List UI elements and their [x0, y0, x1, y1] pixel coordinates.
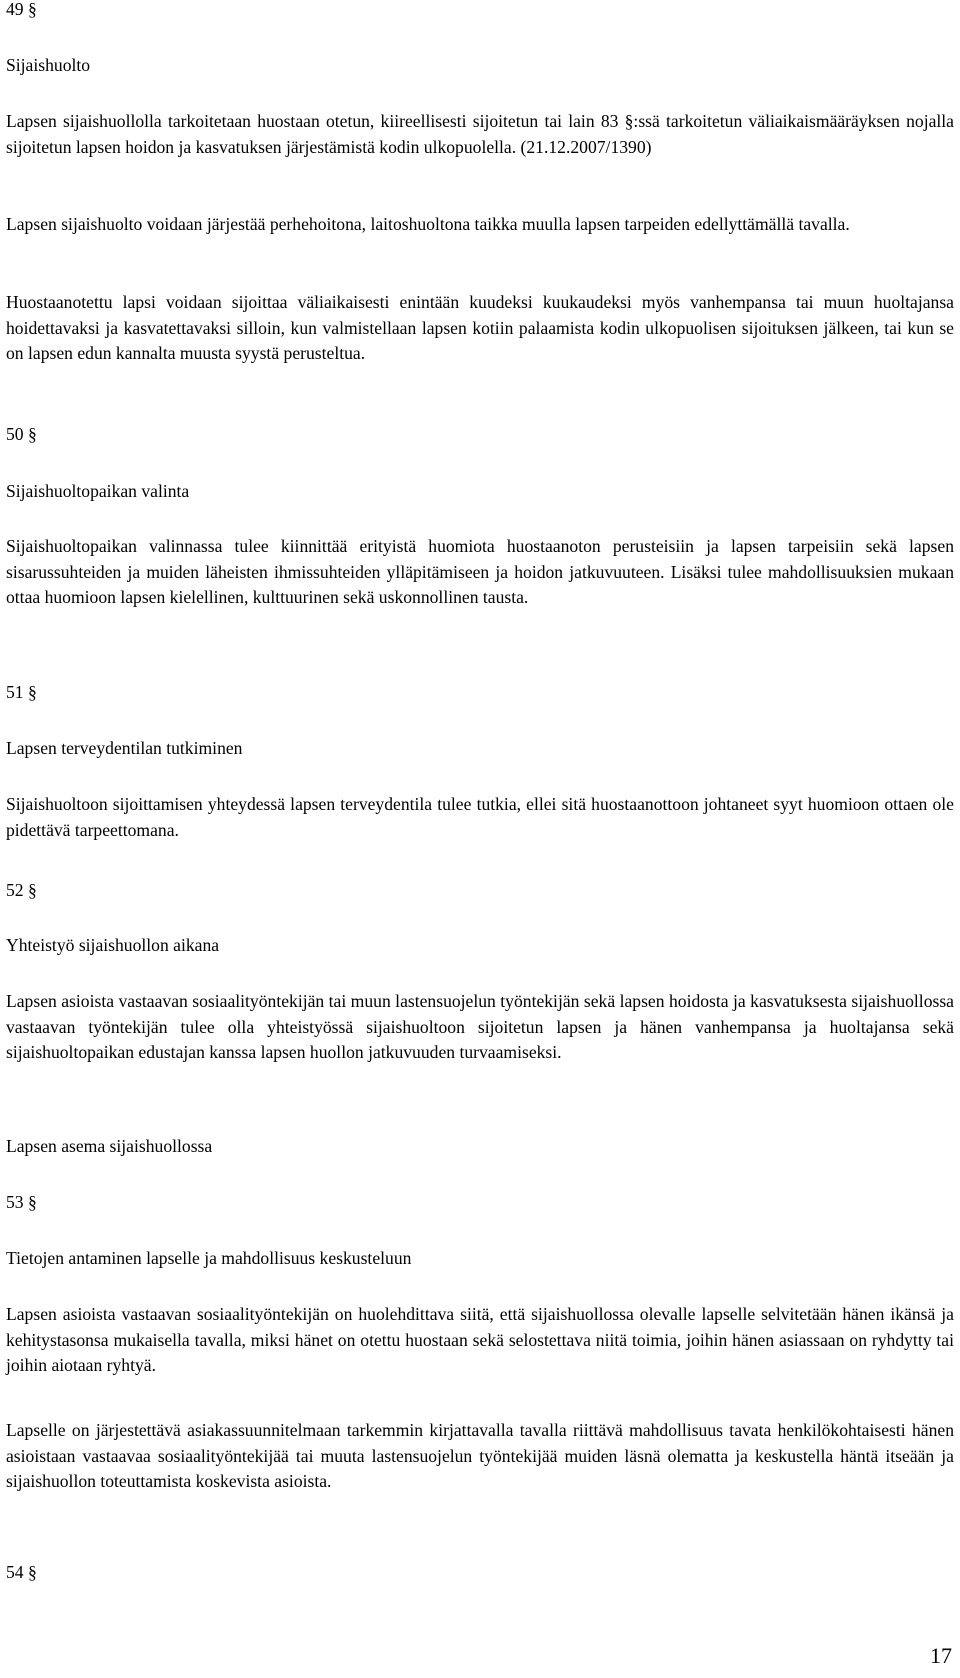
paragraph-49-1: Lapsen sijaishuollolla tarkoitetaan huostaan otetun, kiireellisesti sijoitetun tai lain 83 §:ssä tarkoitetun väliaikaismääräyksen nojalla sijoitetun lapsen hoidon ja kasvatuksen järjestämistä kodin ulkopuolella. (21.12.2007/1390)	[6, 111, 954, 157]
paragraph-49-2: Lapsen sijaishuolto voidaan järjestää perhehoitona, laitoshuoltona taikka muulla lapsen tarpeiden edellyttämällä tavalla.	[6, 214, 850, 234]
section-number-50: 50 §	[6, 424, 37, 444]
chapter-title-lapsen-asema: Lapsen asema sijaishuollossa	[6, 1136, 213, 1156]
section-title-sijaishuolto: Sijaishuolto	[6, 55, 91, 75]
section-title-tietojen-antaminen: Tietojen antaminen lapselle ja mahdollisuus keskusteluun	[6, 1248, 412, 1268]
section-number-52: 52 §	[6, 880, 37, 900]
paragraph-53-2: Lapselle on järjestettävä asiakassuunnitelmaan tarkemmin kirjattavalla tavalla riittävä mahdollisuus tavata henkilökohtaisesti hänen asioistaan vastaavaa sosiaalityöntekijää tai muuta lastensuojelun työntekijää muiden läsnä olematta ja keskustella häntä itseään ja sijaishuollon toteuttamista koskevista asioista.	[6, 1420, 954, 1491]
paragraph-49-3: Huostaanotettu lapsi voidaan sijoittaa väliaikaisesti enintään kuudeksi kuukaudeksi myös vanhempansa tai muun huoltajansa hoidettavaksi ja kasvatettavaksi silloin, kun valmistellaan lapsen kotiin palaamista kodin ulkopuolisen sijoituksen jälkeen, tai kun se on lapsen edun kannalta muusta syystä perusteltua.	[6, 292, 954, 363]
paragraph-53-1: Lapsen asioista vastaavan sosiaalityöntekijän on huolehdittava siitä, että sijaishuollossa olevalle lapselle selvitetään hänen ikänsä ja kehitystasonsa mukaisella tavalla, miksi hänet on otettu huostaan sekä selostettava niitä toimia, joihin hänen asiassaan on ryhdytty tai joihin aiotaan ryhtyä.	[6, 1304, 954, 1375]
section-title-yhteistyo: Yhteistyö sijaishuollon aikana	[6, 935, 220, 955]
section-number-49: 49 §	[6, 0, 37, 19]
page-number: 17	[930, 1643, 952, 1668]
section-number-51: 51 §	[6, 682, 37, 702]
section-number-54: 54 §	[6, 1562, 37, 1582]
paragraph-52-1: Lapsen asioista vastaavan sosiaalityöntekijän tai muun lastensuojelun työntekijän sekä lapsen hoidosta ja kasvatuksesta sijaishuollossa vastaavan työntekijän tulee olla yhteistyössä sijaishuoltoon sijoitetun lapsen ja hänen vanhempansa ja huoltajansa sekä sijaishuoltopaikan edustajan kanssa lapsen huollon jatkuvuuden turvaamiseksi.	[6, 991, 954, 1062]
section-number-53: 53 §	[6, 1192, 37, 1212]
paragraph-50-1: Sijaishuoltopaikan valinnassa tulee kiinnittää erityistä huomiota huostaanoton perusteisiin ja lapsen tarpeisiin sekä lapsen sisarussuhteiden ja muiden läheisten ihmissuhteiden ylläpitämiseen ja hoidon jatkuvuuteen. Lisäksi tulee mahdollisuuksien mukaan ottaa huomioon lapsen kielellinen, kulttuurinen sekä uskonnollinen tausta.	[6, 536, 954, 607]
paragraph-51-1: Sijaishuoltoon sijoittamisen yhteydessä lapsen terveydentila tulee tutkia, ellei sitä huostaanottoon johtaneet syyt huomioon ottaen ole pidettävä tarpeettomana.	[6, 794, 954, 840]
section-title-sijaishuoltopaikan-valinta: Sijaishuoltopaikan valinta	[6, 481, 190, 501]
section-title-terveydentilan-tutkiminen: Lapsen terveydentilan tutkiminen	[6, 738, 243, 758]
